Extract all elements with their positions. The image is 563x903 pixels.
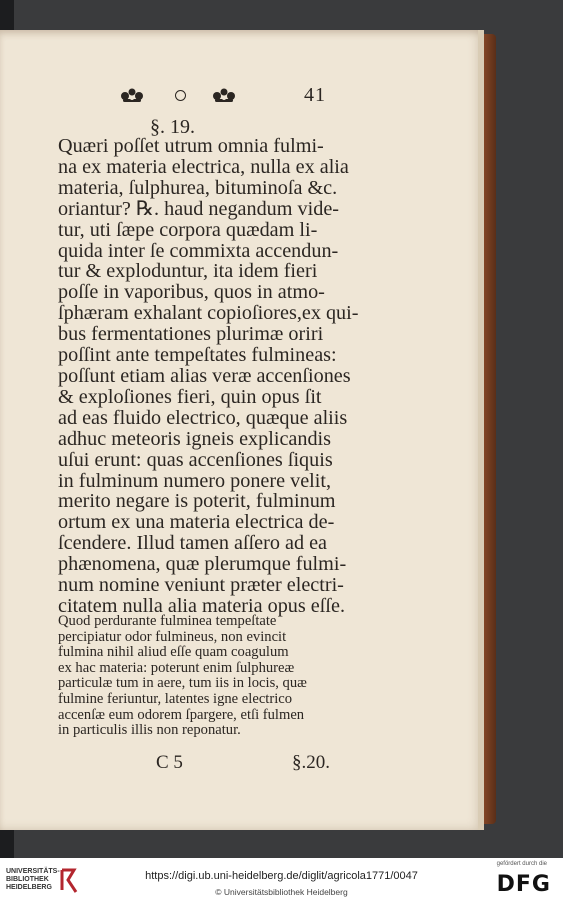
text-line: ex hac materia: poterunt enim ſulphureæ [58,659,295,676]
text-line: materia, ſulphurea, bituminoſa &c. [58,176,338,199]
text-line: & exploſiones fieri, quin opus ſit [58,385,322,408]
text-line: tur, uti ſæpe corpora quædam li- [58,218,318,241]
library-name-line: HEIDELBERG [6,884,52,891]
text-line: na ex materia electrica, nulla ex alia [58,155,349,178]
library-name-line: UNIVERSITÄTS- [6,868,60,875]
funded-by-label: gefördert durch die [496,861,547,867]
fleuron-icon [119,86,145,106]
text-line: tur & exploduntur, ita idem fieri [58,260,318,283]
text-line: poſſint ante tempeſtates fulmineas: [58,344,337,367]
text-line: ad eas fluido electrico, quæque aliis [58,406,348,429]
text-line: Quod perdurante fulminea tempeſtate [58,613,277,629]
text-line: ortum ex una materia electrica de- [58,511,335,534]
text-line: Quæri poſſet utrum omnia fulmi- [58,135,324,157]
text-line: accenſæ eum odorem ſpargere, etſi fulmen [58,706,305,723]
dfg-logo[interactable]: DFG [496,872,551,897]
book-page [0,30,484,830]
fleuron-icon [211,86,237,106]
text-line: quida inter ſe commixta accendun- [58,239,339,262]
circle-ornament-icon [175,90,186,101]
text-line: fulmine feriuntur, latentes igne electrico [58,690,293,707]
copyright-notice: © Universitätsbibliothek Heidelberg [215,887,348,897]
footer-bar [0,858,563,903]
text-line: poſſunt etiam alias veræ accenſiones [58,364,351,387]
permalink-url[interactable]: https://digi.ub.uni-heidelberg.de/diglit/agricola1771/0047 [145,870,418,882]
section-heading: §. 19. [150,116,195,138]
text-line: bus fermentationes plurimæ oriri [58,323,324,346]
page-header-ornaments [115,82,335,112]
text-line: poſſe in vaporibus, quos in atmo- [58,281,325,304]
text-line: fulmina nihil aliud eſſe quam coagulum [58,644,289,661]
text-line: num nomine veniunt præter electri- [58,574,344,597]
text-line: adhuc meteoris igneis explicandis [58,427,332,450]
text-line: uſui erunt: quas accenſiones ſiquis [58,448,333,471]
text-line: ſphæram exhalant copioſiores,ex qui- [58,302,359,325]
text-line: merito negare is poterit, fulminum [58,490,336,513]
footnote-text [58,614,334,739]
page-fore-edge [478,30,484,830]
signature-mark: C 5 [156,752,183,773]
text-line: phænomena, quæ plerumque fulmi- [58,553,347,576]
text-line: percipiatur odor fulmineus, non evincit [58,628,287,645]
text-line: in particulis illis non reponatur. [58,722,241,739]
text-line: oriantur? ℞. haud negandum vide- [58,197,340,220]
main-text-body [58,135,359,617]
text-line: citatem nulla alia materia opus eſſe. [58,594,345,617]
library-name-line: BIBLIOTHEK [6,876,49,883]
catchword: §.20. [292,752,330,773]
page-number: 41 [304,84,326,106]
text-line: ſcendere. Illud tamen aſſero ad ea [58,532,328,555]
text-line: in fulminum numero ponere velit, [58,469,332,492]
text-line: particulæ tum in aere, tum iis in locis, quæ [58,675,307,692]
